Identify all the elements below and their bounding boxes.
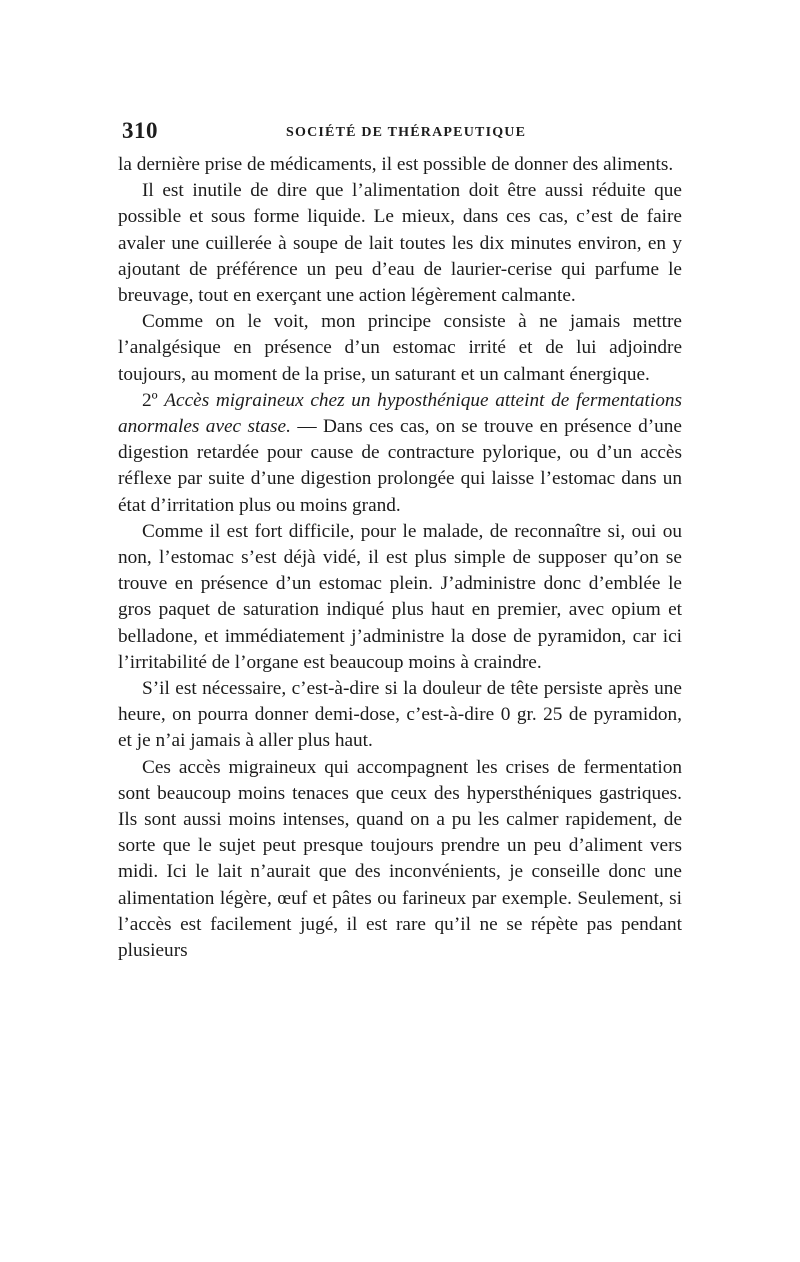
running-head: SOCIÉTÉ DE THÉRAPEUTIQUE	[286, 125, 527, 140]
paragraph	[118, 309, 682, 388]
paragraph	[118, 519, 682, 676]
paragraph-text: Comme il est fort difficile, pour le malade, de reconnaître si, oui ou non, l’estomac s’est déjà vidé, il est plus simple de supposer qu’on se trouve en présence d’un estomac plein. J’administre donc d’emblée le gros paquet de saturation indiqué plus haut en premier, avec opium et belladone, et immédiatement j’administre la dose de pyramidon, car ici l’irritabilité de l’organe est beaucoup moins à craindre.	[118, 520, 682, 673]
paragraph-text: S’il est nécessaire, c’est-à-dire si la douleur de tête persiste après une heure, on pourra donner demi-dose, c’est-à-dire 0 gr. 25 de pyramidon, et je n’ai jamais à aller plus haut.	[118, 678, 682, 752]
section-heading: Accès migraineux chez un hyposthénique atteint de fermentations anormales avec stase.	[118, 389, 683, 438]
paragraph	[118, 178, 682, 309]
paragraph-section	[118, 388, 682, 519]
paragraph-text: Il est inutile de dire que l’alimentation doit être aussi réduite que possible et sous forme liquide. Le mieux, dans ces cas, c’est de faire avaler une cuillerée à soupe de lait toutes les dix minutes environ, en y ajoutant de préférence un peu d’eau de laurier-cerise qui parfume le breuvage, tout en exerçant une action légèrement calmante.	[118, 180, 682, 307]
book-page	[118, 118, 682, 964]
paragraph-text: la dernière prise de médicaments, il est possible de donner des aliments.	[118, 154, 674, 175]
paragraph-text: Comme on le voit, mon principe consiste à ne jamais mettre l’analgésique en présence d’un estomac irrité et de lui adjoindre toujours, au moment de la prise, un saturant et un calmant énergique.	[118, 311, 682, 385]
paragraph	[118, 676, 682, 755]
page-header	[118, 118, 682, 152]
paragraph-continuation	[118, 152, 682, 178]
page-number: 310	[122, 118, 158, 143]
paragraph-text: Ces accès migraineux qui accompagnent les crises de fermentation sont beaucoup moins tenaces que ceux des hypersthéniques gastriques. Ils sont aussi moins intenses, quand on a pu les calmer rapidement, de sorte que le sujet peut presque toujours prendre un peu d’aliment vers midi. Ici le lait n’aurait que des inconvénients, je conseille donc une alimentation légère, œuf et pâtes ou farineux par exemple. Seulement, si l’accès est facilement jugé, il est rare qu’il ne se répète pas pendant plusieurs	[118, 756, 682, 962]
paragraph	[118, 755, 682, 965]
body-text	[118, 152, 682, 964]
paragraph-text: — Dans ces cas, on se trouve en présence d’une digestion retardée pour cause de contracture pylorique, ou d’un accès réflexe par suite d’une digestion prolongée qui laisse l’estomac dans un état d’irritation plus ou moins grand.	[118, 416, 682, 516]
section-number: 2º	[142, 389, 158, 411]
